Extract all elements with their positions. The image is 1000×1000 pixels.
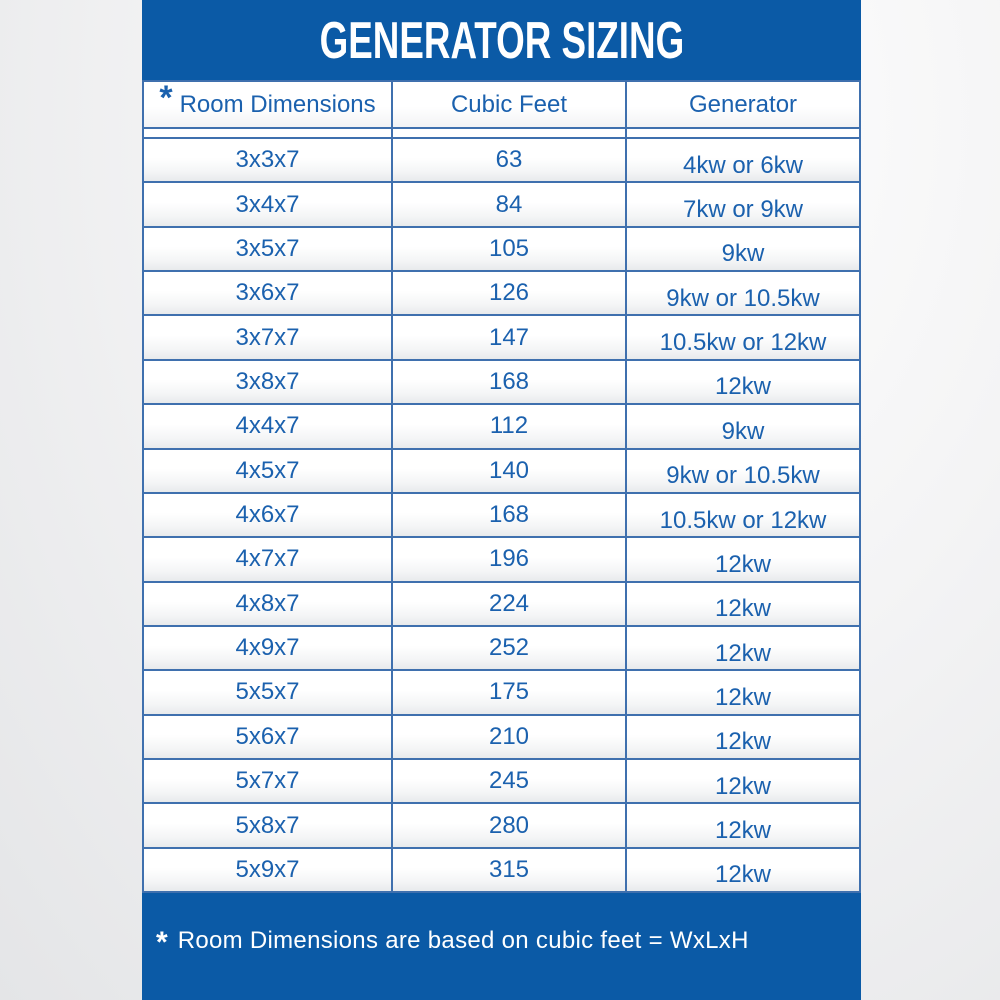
cell-generator: 9kw or 10.5kw [666,284,820,312]
title-band [142,0,861,80]
cell-generator: 10.5kw or 12kw [659,506,827,534]
cell-cubic-feet: 168 [393,494,627,536]
cell-cubic-feet: 280 [393,804,627,846]
cell-cubic-feet: 168 [393,361,627,403]
table-row [144,671,859,715]
cell-generator: 12kw [714,728,772,756]
table-row [144,272,859,316]
cell-room-dimensions: 4x6x7 [144,494,393,536]
cell-cubic-feet: 224 [393,583,627,625]
table-row [144,228,859,272]
cell-cubic-feet: 175 [393,671,627,713]
cell-generator: 12kw [714,861,772,889]
cell-generator: 12kw [714,817,772,845]
table-row [144,583,859,627]
cell-generator: 4kw or 6kw [682,151,804,179]
header-cubic-feet: Cubic Feet [393,82,627,127]
cell-room-dimensions: 5x9x7 [144,849,393,891]
cell-room-dimensions: 4x7x7 [144,538,393,580]
cell-room-dimensions: 5x8x7 [144,804,393,846]
cell-room-dimensions: 4x5x7 [144,450,393,492]
separator-segment [393,129,627,137]
cell-generator: 12kw [714,639,772,667]
cell-room-dimensions: 3x3x7 [144,139,393,181]
cell-generator: 7kw or 9kw [682,196,804,224]
header-room-dimensions: * Room Dimensions [144,82,393,127]
cell-generator: 10.5kw or 12kw [659,329,827,357]
separator-segment [627,129,859,137]
cell-room-dimensions: 3x4x7 [144,183,393,225]
cell-cubic-feet: 147 [393,316,627,358]
cell-cubic-feet: 112 [393,405,627,447]
generator-sizing-panel [142,0,861,1000]
cell-cubic-feet: 140 [393,450,627,492]
cell-room-dimensions: 5x7x7 [144,760,393,802]
table-row [144,538,859,582]
cell-cubic-feet: 210 [393,716,627,758]
cell-cubic-feet: 315 [393,849,627,891]
table-row [144,494,859,538]
table-row [144,716,859,760]
cell-generator: 12kw [714,550,772,578]
table-row [144,139,859,183]
table-row [144,849,859,891]
page-title: GENERATOR SIZING [319,10,684,70]
footnote-text: Room Dimensions are based on cubic feet = WxLxH [177,926,749,954]
cell-generator: 9kw [721,417,765,445]
cell-room-dimensions: 3x6x7 [144,272,393,314]
table-row [144,804,859,848]
cell-cubic-feet: 252 [393,627,627,669]
cell-generator: 9kw or 10.5kw [666,462,820,490]
table-row [144,760,859,804]
table-row [144,316,859,360]
table-row [144,405,859,449]
table-row [144,450,859,494]
cell-cubic-feet: 84 [393,183,627,225]
cell-cubic-feet: 245 [393,760,627,802]
cell-room-dimensions: 4x4x7 [144,405,393,447]
cell-cubic-feet: 126 [393,272,627,314]
cell-generator: 12kw [714,683,772,711]
table-body [144,139,859,891]
table-row [144,627,859,671]
separator-segment [144,129,393,137]
cell-room-dimensions: 5x6x7 [144,716,393,758]
header-room-dimensions-label: Room Dimensions [179,90,376,118]
header-generator: Generator [688,90,798,118]
cell-cubic-feet: 196 [393,538,627,580]
cell-cubic-feet: 63 [393,139,627,181]
cell-generator: 12kw [714,772,772,800]
cell-room-dimensions: 3x5x7 [144,228,393,270]
sizing-table [142,80,861,893]
table-row [144,183,859,227]
cell-cubic-feet: 105 [393,228,627,270]
table-header-row [144,78,859,129]
table-row [144,361,859,405]
cell-generator: 9kw [721,240,765,268]
footnote-band: * Room Dimensions are based on cubic feet = WxLxH [156,925,749,959]
cell-room-dimensions: 3x8x7 [144,361,393,403]
cell-generator: 12kw [714,595,772,623]
cell-room-dimensions: 3x7x7 [144,316,393,358]
cell-room-dimensions: 5x5x7 [144,671,393,713]
cell-generator: 12kw [714,373,772,401]
cell-room-dimensions: 4x8x7 [144,583,393,625]
header-separator [144,129,859,139]
cell-room-dimensions: 4x9x7 [144,627,393,669]
